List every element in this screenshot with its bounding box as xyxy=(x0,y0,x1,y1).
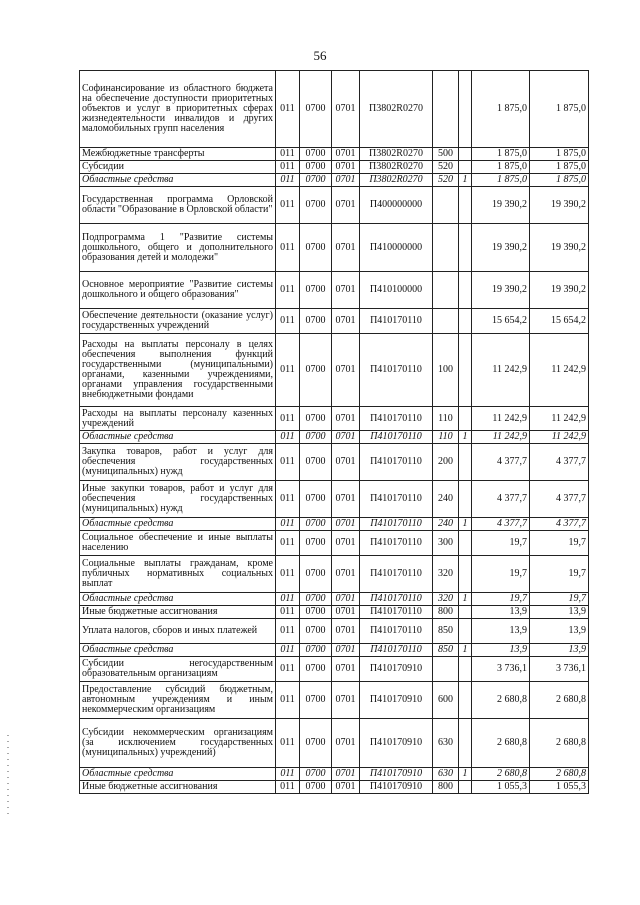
funding-source-cell: 1 xyxy=(459,593,472,606)
expense-type-cell: 110 xyxy=(433,407,459,431)
table-row xyxy=(80,334,589,407)
scan-artifact xyxy=(7,735,9,815)
actual-amount-cell: 1 055,3 xyxy=(530,781,589,794)
subsection-code-cell: 0701 xyxy=(332,161,360,174)
target-article-cell: П410170110 xyxy=(360,407,433,431)
expense-type-cell: 800 xyxy=(433,781,459,794)
planned-amount-cell: 4 377,7 xyxy=(472,518,530,531)
funding-source-cell: 1 xyxy=(459,768,472,781)
actual-amount-cell: 1 875,0 xyxy=(530,148,589,161)
expense-type-cell: 100 xyxy=(433,334,459,407)
funding-source-cell xyxy=(459,71,472,148)
table-row xyxy=(80,187,589,224)
subsection-code-cell: 0701 xyxy=(332,148,360,161)
subsection-code-cell: 0701 xyxy=(332,71,360,148)
funding-source-cell xyxy=(459,556,472,593)
expense-type-cell: 240 xyxy=(433,518,459,531)
actual-amount-cell: 15 654,2 xyxy=(530,309,589,334)
table-row xyxy=(80,682,589,719)
expense-type-cell: 600 xyxy=(433,682,459,719)
subsection-code-cell: 0701 xyxy=(332,682,360,719)
admin-code-cell: 011 xyxy=(276,768,300,781)
planned-amount-cell: 2 680,8 xyxy=(472,682,530,719)
actual-amount-cell: 4 377,7 xyxy=(530,444,589,481)
actual-amount-cell: 11 242,9 xyxy=(530,334,589,407)
target-article-cell: П410170910 xyxy=(360,781,433,794)
section-code-cell: 0700 xyxy=(300,272,332,309)
target-article-cell: П410170110 xyxy=(360,531,433,556)
row-name-cell: Иные бюджетные ассигнования xyxy=(80,606,276,619)
funding-source-cell xyxy=(459,161,472,174)
admin-code-cell: 011 xyxy=(276,174,300,187)
actual-amount-cell: 19,7 xyxy=(530,531,589,556)
section-code-cell: 0700 xyxy=(300,187,332,224)
funding-source-cell xyxy=(459,781,472,794)
table-row xyxy=(80,781,589,794)
target-article-cell: П410170110 xyxy=(360,556,433,593)
row-name-cell: Обеспечение деятельности (оказание услуг) государственных учреждений xyxy=(80,309,276,334)
expense-type-cell: 850 xyxy=(433,619,459,644)
actual-amount-cell: 13,9 xyxy=(530,619,589,644)
section-code-cell: 0700 xyxy=(300,719,332,768)
budget-table-body xyxy=(80,71,589,794)
table-row xyxy=(80,272,589,309)
funding-source-cell xyxy=(459,444,472,481)
funding-source-cell xyxy=(459,148,472,161)
planned-amount-cell: 1 875,0 xyxy=(472,148,530,161)
section-code-cell: 0700 xyxy=(300,682,332,719)
section-code-cell: 0700 xyxy=(300,481,332,518)
funding-source-cell xyxy=(459,657,472,682)
target-article-cell: П410170110 xyxy=(360,334,433,407)
section-code-cell: 0700 xyxy=(300,407,332,431)
funding-source-cell xyxy=(459,407,472,431)
expense-type-cell: 300 xyxy=(433,531,459,556)
target-article-cell: П3802R0270 xyxy=(360,148,433,161)
subsection-code-cell: 0701 xyxy=(332,719,360,768)
subsection-code-cell: 0701 xyxy=(332,224,360,272)
section-code-cell: 0700 xyxy=(300,606,332,619)
target-article-cell: П410170110 xyxy=(360,518,433,531)
actual-amount-cell: 2 680,8 xyxy=(530,768,589,781)
section-code-cell: 0700 xyxy=(300,334,332,407)
page-number: 56 xyxy=(313,48,327,63)
admin-code-cell: 011 xyxy=(276,71,300,148)
actual-amount-cell: 19,7 xyxy=(530,593,589,606)
subsection-code-cell: 0701 xyxy=(332,531,360,556)
section-code-cell: 0700 xyxy=(300,431,332,444)
funding-source-cell xyxy=(459,481,472,518)
table-row xyxy=(80,71,589,148)
planned-amount-cell: 1 875,0 xyxy=(472,71,530,148)
expense-type-cell xyxy=(433,272,459,309)
funding-source-cell: 1 xyxy=(459,644,472,657)
target-article-cell: П410170110 xyxy=(360,431,433,444)
section-code-cell: 0700 xyxy=(300,593,332,606)
table-row xyxy=(80,644,589,657)
row-name-cell: Субсидии некоммерческим организациям (за исключением государственных (муниципальных) учреждений) xyxy=(80,719,276,768)
planned-amount-cell: 1 055,3 xyxy=(472,781,530,794)
actual-amount-cell: 3 736,1 xyxy=(530,657,589,682)
row-name-cell: Социальные выплаты гражданам, кроме публичных нормативных социальных выплат xyxy=(80,556,276,593)
target-article-cell: П410170910 xyxy=(360,768,433,781)
table-row xyxy=(80,719,589,768)
planned-amount-cell: 19 390,2 xyxy=(472,224,530,272)
planned-amount-cell: 13,9 xyxy=(472,619,530,644)
target-article-cell: П3802R0270 xyxy=(360,174,433,187)
table-row xyxy=(80,606,589,619)
planned-amount-cell: 11 242,9 xyxy=(472,407,530,431)
planned-amount-cell: 19,7 xyxy=(472,593,530,606)
target-article-cell: П410170110 xyxy=(360,619,433,644)
section-code-cell: 0700 xyxy=(300,148,332,161)
table-row xyxy=(80,531,589,556)
funding-source-cell xyxy=(459,272,472,309)
section-code-cell: 0700 xyxy=(300,71,332,148)
section-code-cell: 0700 xyxy=(300,644,332,657)
planned-amount-cell: 19 390,2 xyxy=(472,187,530,224)
subsection-code-cell: 0701 xyxy=(332,518,360,531)
section-code-cell: 0700 xyxy=(300,768,332,781)
actual-amount-cell: 19 390,2 xyxy=(530,224,589,272)
funding-source-cell xyxy=(459,606,472,619)
expense-type-cell xyxy=(433,657,459,682)
subsection-code-cell: 0701 xyxy=(332,187,360,224)
table-row xyxy=(80,407,589,431)
section-code-cell: 0700 xyxy=(300,781,332,794)
funding-source-cell xyxy=(459,224,472,272)
target-article-cell: П410170910 xyxy=(360,719,433,768)
actual-amount-cell: 1 875,0 xyxy=(530,71,589,148)
admin-code-cell: 011 xyxy=(276,531,300,556)
target-article-cell: П410170910 xyxy=(360,682,433,719)
funding-source-cell xyxy=(459,619,472,644)
planned-amount-cell: 11 242,9 xyxy=(472,334,530,407)
planned-amount-cell: 4 377,7 xyxy=(472,481,530,518)
expense-type-cell: 110 xyxy=(433,431,459,444)
actual-amount-cell: 13,9 xyxy=(530,644,589,657)
funding-source-cell xyxy=(459,719,472,768)
row-name-cell: Межбюджетные трансферты xyxy=(80,148,276,161)
actual-amount-cell: 13,9 xyxy=(530,606,589,619)
expense-type-cell: 320 xyxy=(433,593,459,606)
section-code-cell: 0700 xyxy=(300,161,332,174)
funding-source-cell xyxy=(459,334,472,407)
planned-amount-cell: 15 654,2 xyxy=(472,309,530,334)
planned-amount-cell: 11 242,9 xyxy=(472,431,530,444)
table-row xyxy=(80,174,589,187)
target-article-cell: П410170110 xyxy=(360,606,433,619)
admin-code-cell: 011 xyxy=(276,556,300,593)
admin-code-cell: 011 xyxy=(276,719,300,768)
actual-amount-cell: 19,7 xyxy=(530,556,589,593)
actual-amount-cell: 4 377,7 xyxy=(530,518,589,531)
actual-amount-cell: 19 390,2 xyxy=(530,187,589,224)
subsection-code-cell: 0701 xyxy=(332,407,360,431)
target-article-cell: П400000000 xyxy=(360,187,433,224)
admin-code-cell: 011 xyxy=(276,593,300,606)
funding-source-cell: 1 xyxy=(459,518,472,531)
admin-code-cell: 011 xyxy=(276,619,300,644)
planned-amount-cell: 4 377,7 xyxy=(472,444,530,481)
subsection-code-cell: 0701 xyxy=(332,174,360,187)
admin-code-cell: 011 xyxy=(276,444,300,481)
expense-type-cell xyxy=(433,224,459,272)
subsection-code-cell: 0701 xyxy=(332,644,360,657)
subsection-code-cell: 0701 xyxy=(332,593,360,606)
expense-type-cell: 630 xyxy=(433,768,459,781)
expense-type-cell xyxy=(433,309,459,334)
funding-source-cell xyxy=(459,682,472,719)
row-name-cell: Областные средства xyxy=(80,768,276,781)
section-code-cell: 0700 xyxy=(300,556,332,593)
expense-type-cell xyxy=(433,71,459,148)
row-name-cell: Областные средства xyxy=(80,431,276,444)
admin-code-cell: 011 xyxy=(276,334,300,407)
target-article-cell: П410170110 xyxy=(360,593,433,606)
admin-code-cell: 011 xyxy=(276,161,300,174)
table-row xyxy=(80,518,589,531)
funding-source-cell xyxy=(459,309,472,334)
table-row xyxy=(80,444,589,481)
actual-amount-cell: 2 680,8 xyxy=(530,682,589,719)
row-name-cell: Расходы на выплаты персоналу в целях обеспечения выполнения функций государственными (муниципальными) органами, казенными учреждениями, органами управления государственными внебюджетными фондами xyxy=(80,334,276,407)
funding-source-cell: 1 xyxy=(459,174,472,187)
row-name-cell: Уплата налогов, сборов и иных платежей xyxy=(80,619,276,644)
planned-amount-cell: 19,7 xyxy=(472,531,530,556)
admin-code-cell: 011 xyxy=(276,606,300,619)
expense-type-cell: 850 xyxy=(433,644,459,657)
section-code-cell: 0700 xyxy=(300,309,332,334)
target-article-cell: П410000000 xyxy=(360,224,433,272)
table-row xyxy=(80,161,589,174)
section-code-cell: 0700 xyxy=(300,224,332,272)
target-article-cell: П410100000 xyxy=(360,272,433,309)
target-article-cell: П410170910 xyxy=(360,657,433,682)
funding-source-cell: 1 xyxy=(459,431,472,444)
planned-amount-cell: 1 875,0 xyxy=(472,174,530,187)
row-name-cell: Иные бюджетные ассигнования xyxy=(80,781,276,794)
admin-code-cell: 011 xyxy=(276,481,300,518)
target-article-cell: П3802R0270 xyxy=(360,161,433,174)
admin-code-cell: 011 xyxy=(276,187,300,224)
table-row xyxy=(80,224,589,272)
actual-amount-cell: 11 242,9 xyxy=(530,407,589,431)
funding-source-cell xyxy=(459,531,472,556)
target-article-cell: П410170110 xyxy=(360,481,433,518)
actual-amount-cell: 4 377,7 xyxy=(530,481,589,518)
section-code-cell: 0700 xyxy=(300,657,332,682)
expense-type-cell: 630 xyxy=(433,719,459,768)
expense-type-cell: 320 xyxy=(433,556,459,593)
section-code-cell: 0700 xyxy=(300,531,332,556)
row-name-cell: Софинансирование из областного бюджета на обеспечение доступности приоритетных объектов и услуг в приоритетных сферах жизнедеятельности инвалидов и других маломобильных групп населения xyxy=(80,71,276,148)
admin-code-cell: 011 xyxy=(276,272,300,309)
row-name-cell: Областные средства xyxy=(80,644,276,657)
subsection-code-cell: 0701 xyxy=(332,444,360,481)
subsection-code-cell: 0701 xyxy=(332,606,360,619)
table-row xyxy=(80,593,589,606)
row-name-cell: Областные средства xyxy=(80,518,276,531)
row-name-cell: Субсидии xyxy=(80,161,276,174)
subsection-code-cell: 0701 xyxy=(332,657,360,682)
row-name-cell: Подпрограмма 1 "Развитие системы дошкольного, общего и дополнительного образования детей и молодежи" xyxy=(80,224,276,272)
planned-amount-cell: 3 736,1 xyxy=(472,657,530,682)
admin-code-cell: 011 xyxy=(276,407,300,431)
expense-type-cell: 520 xyxy=(433,174,459,187)
table-row xyxy=(80,768,589,781)
expense-type-cell xyxy=(433,187,459,224)
subsection-code-cell: 0701 xyxy=(332,431,360,444)
expense-type-cell: 520 xyxy=(433,161,459,174)
admin-code-cell: 011 xyxy=(276,309,300,334)
admin-code-cell: 011 xyxy=(276,657,300,682)
budget-table xyxy=(79,70,589,794)
admin-code-cell: 011 xyxy=(276,224,300,272)
admin-code-cell: 011 xyxy=(276,518,300,531)
subsection-code-cell: 0701 xyxy=(332,309,360,334)
subsection-code-cell: 0701 xyxy=(332,768,360,781)
target-article-cell: П410170110 xyxy=(360,309,433,334)
target-article-cell: П3802R0270 xyxy=(360,71,433,148)
row-name-cell: Субсидии негосударственным образовательным организациям xyxy=(80,657,276,682)
actual-amount-cell: 2 680,8 xyxy=(530,719,589,768)
table-row xyxy=(80,481,589,518)
planned-amount-cell: 2 680,8 xyxy=(472,768,530,781)
table-row xyxy=(80,309,589,334)
subsection-code-cell: 0701 xyxy=(332,481,360,518)
row-name-cell: Областные средства xyxy=(80,174,276,187)
row-name-cell: Основное мероприятие "Развитие системы дошкольного и общего образования" xyxy=(80,272,276,309)
row-name-cell: Расходы на выплаты персоналу казенных учреждений xyxy=(80,407,276,431)
subsection-code-cell: 0701 xyxy=(332,619,360,644)
row-name-cell: Закупка товаров, работ и услуг для обеспечения государственных (муниципальных) нужд xyxy=(80,444,276,481)
actual-amount-cell: 11 242,9 xyxy=(530,431,589,444)
planned-amount-cell: 19 390,2 xyxy=(472,272,530,309)
target-article-cell: П410170110 xyxy=(360,444,433,481)
actual-amount-cell: 1 875,0 xyxy=(530,161,589,174)
section-code-cell: 0700 xyxy=(300,619,332,644)
actual-amount-cell: 1 875,0 xyxy=(530,174,589,187)
section-code-cell: 0700 xyxy=(300,174,332,187)
subsection-code-cell: 0701 xyxy=(332,781,360,794)
funding-source-cell xyxy=(459,187,472,224)
row-name-cell: Иные закупки товаров, работ и услуг для обеспечения государственных (муниципальных) нужд xyxy=(80,481,276,518)
section-code-cell: 0700 xyxy=(300,444,332,481)
table-row xyxy=(80,431,589,444)
row-name-cell: Областные средства xyxy=(80,593,276,606)
target-article-cell: П410170110 xyxy=(360,644,433,657)
admin-code-cell: 011 xyxy=(276,682,300,719)
table-row xyxy=(80,148,589,161)
row-name-cell: Государственная программа Орловской области "Образование в Орловской области" xyxy=(80,187,276,224)
table-row xyxy=(80,556,589,593)
actual-amount-cell: 19 390,2 xyxy=(530,272,589,309)
planned-amount-cell: 13,9 xyxy=(472,644,530,657)
subsection-code-cell: 0701 xyxy=(332,334,360,407)
section-code-cell: 0700 xyxy=(300,518,332,531)
planned-amount-cell: 2 680,8 xyxy=(472,719,530,768)
row-name-cell: Социальное обеспечение и иные выплаты населению xyxy=(80,531,276,556)
admin-code-cell: 011 xyxy=(276,781,300,794)
table-row xyxy=(80,619,589,644)
row-name-cell: Предоставление субсидий бюджетным, автономным учреждениям и иным некоммерческим организациям xyxy=(80,682,276,719)
planned-amount-cell: 1 875,0 xyxy=(472,161,530,174)
admin-code-cell: 011 xyxy=(276,148,300,161)
admin-code-cell: 011 xyxy=(276,644,300,657)
table-row xyxy=(80,657,589,682)
subsection-code-cell: 0701 xyxy=(332,556,360,593)
expense-type-cell: 200 xyxy=(433,444,459,481)
subsection-code-cell: 0701 xyxy=(332,272,360,309)
expense-type-cell: 500 xyxy=(433,148,459,161)
expense-type-cell: 800 xyxy=(433,606,459,619)
expense-type-cell: 240 xyxy=(433,481,459,518)
planned-amount-cell: 19,7 xyxy=(472,556,530,593)
planned-amount-cell: 13,9 xyxy=(472,606,530,619)
admin-code-cell: 011 xyxy=(276,431,300,444)
